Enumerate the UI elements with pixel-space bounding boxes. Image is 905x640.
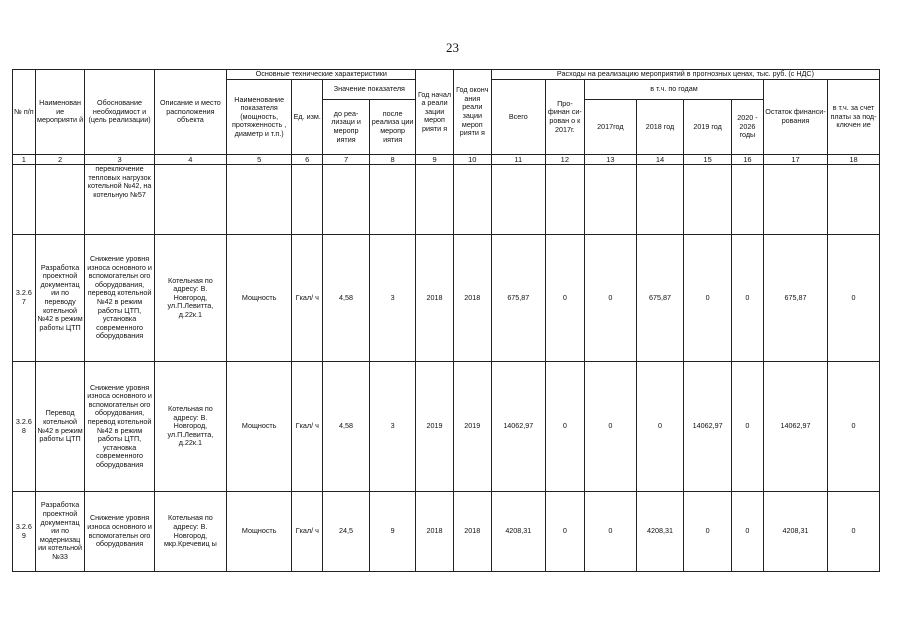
cell-basis: переключение тепловых нагрузок котельной №42, на котельную №57: [85, 165, 154, 235]
header-description: Описание и место расположения объекта: [154, 70, 226, 155]
cell-unit: Гкал/ ч: [292, 235, 323, 362]
cell-description: Котельная по адресу: В. Новгород, мкр.Кречевиц ы: [154, 492, 226, 572]
cell-remaining: 675,87: [763, 235, 827, 362]
cell-start: 2018: [416, 492, 453, 572]
cell-end: 2018: [453, 492, 491, 572]
cell-num: 3.2.6 7: [13, 235, 36, 362]
header-2020-2026: 2020 - 2026 годы: [731, 100, 763, 155]
cell-prefinanced: 0: [545, 362, 584, 492]
cell-remaining: 4208,31: [763, 492, 827, 572]
cell-indicator: Мощность: [227, 362, 292, 492]
cell-indicator: Мощность: [227, 492, 292, 572]
cell-2020-2026: 0: [731, 492, 763, 572]
col-number: 9: [416, 155, 453, 165]
header-before: до реа- лизаци и меропр иятия: [323, 100, 370, 155]
cell-num: 3.2.6 8: [13, 362, 36, 492]
cell-connection-fee: 0: [828, 362, 880, 492]
cell-total: 4208,31: [491, 492, 545, 572]
cell-num: 3.2.6 9: [13, 492, 36, 572]
cell-total: 675,87: [491, 235, 545, 362]
header-connection-fee: в т.ч. за счет платы за под- ключен ие: [828, 80, 880, 155]
cell-after: 9: [369, 492, 416, 572]
col-number: 8: [369, 155, 416, 165]
cell-before: 4,58: [323, 362, 370, 492]
col-number: 12: [545, 155, 584, 165]
cell-2018: 0: [636, 362, 684, 492]
col-number: 13: [585, 155, 637, 165]
col-number: 2: [35, 155, 85, 165]
header-basis: Обоснование необходимост и (цель реализации): [85, 70, 154, 155]
cell-2019: 0: [684, 492, 732, 572]
header-by-years: в т.ч. по годам: [585, 80, 764, 100]
header-indicator-name: Наименование показателя (мощность, протяженность , диаметр и т.п.): [227, 80, 292, 155]
cell-remaining: 14062,97: [763, 362, 827, 492]
cell-2018: 4208,31: [636, 492, 684, 572]
header-name: Наименован ие мероприяти й: [35, 70, 85, 155]
investment-program-table: [12, 69, 880, 572]
header-prefinanced: Про- финан си- рован о к 2017г.: [545, 80, 584, 155]
col-number: 16: [731, 155, 763, 165]
table-row: [13, 492, 880, 572]
cell-name: Разработка проектной документац ии по модернизац ии котельной №33: [35, 492, 85, 572]
table-row-continuation: [13, 165, 880, 235]
cell-before: 4,58: [323, 235, 370, 362]
cell-2019: 14062,97: [684, 362, 732, 492]
header-start-year: Год начал а реали зации мероп рияти я: [416, 70, 453, 155]
header-end-year: Год оконч ания реали зации мероп рияти я: [453, 70, 491, 155]
cell-connection-fee: 0: [828, 492, 880, 572]
col-number: 5: [227, 155, 292, 165]
cell-connection-fee: 0: [828, 235, 880, 362]
header-remaining: Остаток финанси- рования: [763, 80, 827, 155]
cell-before: 24,5: [323, 492, 370, 572]
cell-prefinanced: 0: [545, 235, 584, 362]
table-row: [13, 235, 880, 362]
header-num: № п/п: [13, 70, 36, 155]
col-number: 14: [636, 155, 684, 165]
cell-unit: Гкал/ ч: [292, 492, 323, 572]
header-after: после реализа ции меропр иятия: [369, 100, 416, 155]
header-values: Значение показателя: [323, 80, 416, 100]
page-number: 23: [446, 40, 459, 55]
cell-name: Перевод котельной №42 в режим работы ЦТП: [35, 362, 85, 492]
header-total: Всего: [491, 80, 545, 155]
cell-prefinanced: 0: [545, 492, 584, 572]
cell-2020-2026: 0: [731, 235, 763, 362]
header-2019: 2019 год: [684, 100, 732, 155]
table-row: [13, 362, 880, 492]
cell-after: 3: [369, 235, 416, 362]
cell-basis: Снижение уровня износа основного и вспомогательн ого оборудования, перевод котельной №42 в режим работы ЦТП, установка современного оборудования: [85, 235, 154, 362]
cell-description: Котельная по адресу: В. Новгород, ул.П.Левитта, д.22к.1: [154, 362, 226, 492]
cell-total: 14062,97: [491, 362, 545, 492]
col-number: 18: [828, 155, 880, 165]
header-2018: 2018 год: [636, 100, 684, 155]
cell-basis: Снижение уровня износа основного и вспомогательн ого оборудования, перевод котельной №42 в режим работы ЦТП, установка современного оборудования: [85, 362, 154, 492]
col-number: 7: [323, 155, 370, 165]
col-number: 3: [85, 155, 154, 165]
col-number: 11: [491, 155, 545, 165]
cell-2019: 0: [684, 235, 732, 362]
cell-2017: 0: [585, 362, 637, 492]
cell-basis: Снижение уровня износа основного и вспомогательн ого оборудования: [85, 492, 154, 572]
cell-end: 2018: [453, 235, 491, 362]
col-number: 15: [684, 155, 732, 165]
cell-2017: 0: [585, 492, 637, 572]
col-number: 4: [154, 155, 226, 165]
header-2017: 2017год: [585, 100, 637, 155]
header-costs: Расходы на реализацию мероприятий в прогнозных ценах, тыс. руб. (с НДС): [491, 70, 879, 80]
cell-after: 3: [369, 362, 416, 492]
cell-unit: Гкал/ ч: [292, 362, 323, 492]
header-tech: Основные технические характеристики: [227, 70, 416, 80]
cell-name: Разработка проектной документац ии по переводу котельной №42 в режим работы ЦТП: [35, 235, 85, 362]
cell-start: 2019: [416, 362, 453, 492]
col-number: 6: [292, 155, 323, 165]
cell-2018: 675,87: [636, 235, 684, 362]
col-number: 17: [763, 155, 827, 165]
cell-end: 2019: [453, 362, 491, 492]
cell-start: 2018: [416, 235, 453, 362]
cell-2017: 0: [585, 235, 637, 362]
col-number: 10: [453, 155, 491, 165]
header-unit: Ед. изм.: [292, 80, 323, 155]
cell-2020-2026: 0: [731, 362, 763, 492]
col-number: 1: [13, 155, 36, 165]
cell-description: Котельная по адресу: В. Новгород, ул.П.Левитта, д.22к.1: [154, 235, 226, 362]
cell-indicator: Мощность: [227, 235, 292, 362]
